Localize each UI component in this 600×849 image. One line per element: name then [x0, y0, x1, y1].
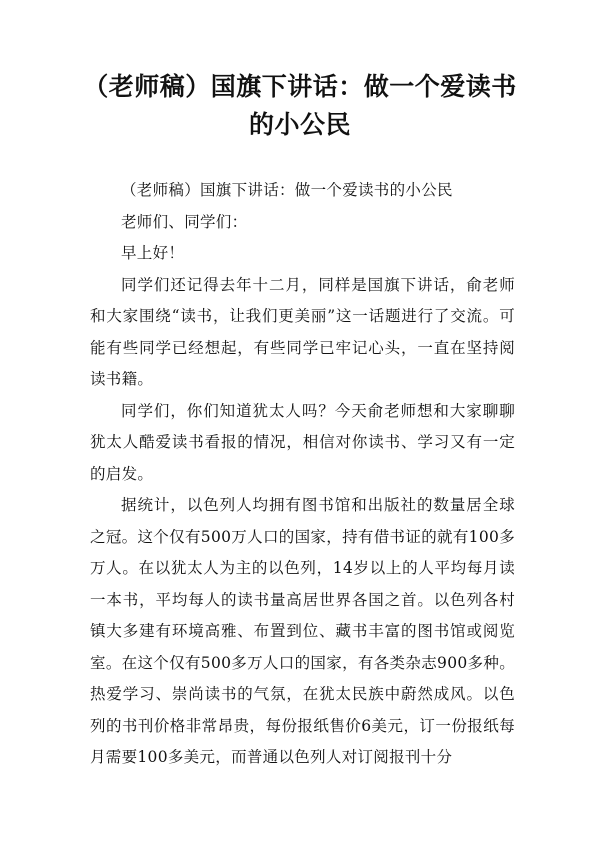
document-title: （老师稿）国旗下讲话：做一个爱读书的小公民: [83, 72, 517, 139]
document-body: [90, 175, 515, 774]
body-paragraph: （老师稿）国旗下讲话：做一个爱读书的小公民: [121, 181, 453, 199]
body-paragraph: 早上好！: [121, 244, 185, 262]
body-paragraph: 老师们、同学们：: [121, 212, 248, 231]
body-paragraph: 同学们，你们知道犹太人吗？今天俞老师想和大家聊聊犹太人酷爱读书看报的情况，相信对你读书、学习又有一定的启发。: [90, 401, 515, 483]
body-paragraph: 据统计，以色列人均拥有图书馆和出版社的数量居全球之冠。这个仅有500万人口的国家，持有借书证的就有100多万人。在以犹太人为主的以色列，14岁以上的人平均每月读一本书，平均每人的读书量高居世界各国之首。以色列各村镇大多建有环境高雅、布置到位、藏书丰富的图书馆或阅览室。在这个仅有500多万人口的国家，有各类杂志900多种。热爱学习、崇尚读书的气氛，在犹太民族中蔚然成风。以色列的书刊价格非常昂贵，每份报纸售价6美元，订一份报纸每月需要100多美元，而普通以色列人对订阅报刊十分: [90, 496, 515, 766]
body-paragraph: 同学们还记得去年十二月，同样是国旗下讲话，俞老师和大家围绕“读书，让我们更美丽”这一话题进行了交流。可能有些同学已经想起，有些同学已牢记心头，一直在坚持阅读书籍。: [90, 275, 515, 388]
